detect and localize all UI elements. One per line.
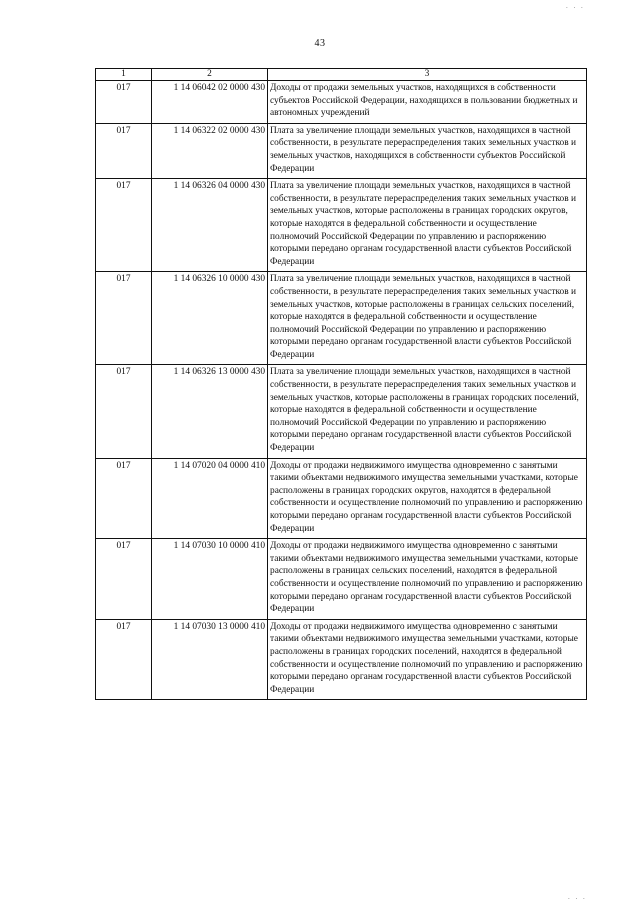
header-col-1: 1 [96,69,152,81]
table-row [96,81,587,124]
admin-code-cell: 017 [96,123,152,178]
description-cell: Плата за увеличение площади земельных участков, находящихся в частной собственности, в результате перераспределения таких земельных участков и земельных участков, которые расположены в границах сельских поселений, которые находятся в федеральной собственности и осуществление полномочий Российской Федерации по управлению и распоряжению которыми передано органам государственной власти субъектов Российской Федерации [268,272,587,365]
description-cell: Доходы от продажи недвижимого имущества одновременно с занятыми такими объектами недвижимого имущества земельными участками, которые расположены в границах городских поселений, находятся в федеральной собственности и осуществление полномочий по управлению и распоряжению которыми передано органам государственной власти субъектов Российской Федерации [268,619,587,700]
table-header [96,69,587,81]
table-row [96,179,587,272]
header-col-2: 2 [152,69,268,81]
page-number: 43 [314,38,326,49]
kbk-code-cell: 1 14 07030 13 0000 410 [152,619,268,700]
table-row [96,458,587,539]
table-body [96,81,587,700]
description-cell: Плата за увеличение площади земельных участков, находящихся в частной собственности, в результате перераспределения таких земельных участков и земельных участков, которые расположены в границах городских округов, которые находятся в федеральной собственности и осуществление полномочий Российской Федерации по управлению и распоряжению которыми передано органам государственной власти субъектов Российской Федерации [268,179,587,272]
table-row [96,272,587,365]
table-row [96,539,587,620]
admin-code-cell: 017 [96,81,152,124]
kbk-code-cell: 1 14 07030 10 0000 410 [152,539,268,620]
header-col-3: 3 [268,69,587,81]
revenue-codes-table [95,68,587,700]
admin-code-cell: 017 [96,619,152,700]
header-row [96,69,587,81]
kbk-code-cell: 1 14 06326 13 0000 430 [152,365,268,458]
table-row [96,123,587,178]
description-cell: Доходы от продажи недвижимого имущества одновременно с занятыми такими объектами недвижимого имущества земельными участками, которые расположены в границах городских округов, находятся в федеральной собственности и осуществление полномочий по управлению и распоряжению которыми передано органам государственной власти субъектов Российской Федерации [268,458,587,539]
admin-code-cell: 017 [96,272,152,365]
kbk-code-cell: 1 14 06326 04 0000 430 [152,179,268,272]
admin-code-cell: 017 [96,365,152,458]
admin-code-cell: 017 [96,539,152,620]
kbk-code-cell: 1 14 07020 04 0000 410 [152,458,268,539]
admin-code-cell: 017 [96,458,152,539]
kbk-code-cell: 1 14 06322 02 0000 430 [152,123,268,178]
scan-mark-top: . . . [566,2,585,10]
description-cell: Доходы от продажи земельных участков, находящихся в собственности субъектов Российской Федерации, находящихся в пользовании бюджетных и автономных учреждений [268,81,587,124]
table-row [96,619,587,700]
admin-code-cell: 017 [96,179,152,272]
kbk-code-cell: 1 14 06042 02 0000 430 [152,81,268,124]
kbk-code-cell: 1 14 06326 10 0000 430 [152,272,268,365]
scan-mark-bottom: . . . [568,893,587,901]
description-cell: Плата за увеличение площади земельных участков, находящихся в частной собственности, в результате перераспределения таких земельных участков и земельных участков, находящихся в собственности субъектов Российской Федерации [268,123,587,178]
description-cell: Плата за увеличение площади земельных участков, находящихся в частной собственности, в результате перераспределения таких земельных участков и земельных участков, которые расположены в границах городских поселений, которые находятся в федеральной собственности и осуществление полномочий Российской Федерации по управлению и распоряжению которыми передано органам государственной власти субъектов Российской Федерации [268,365,587,458]
table-row [96,365,587,458]
description-cell: Доходы от продажи недвижимого имущества одновременно с занятыми такими объектами недвижимого имущества земельными участками, которые расположены в границах сельских поселений, находятся в федеральной собственности и осуществление полномочий по управлению и распоряжению которыми передано органам государственной власти субъектов Российской Федерации [268,539,587,620]
